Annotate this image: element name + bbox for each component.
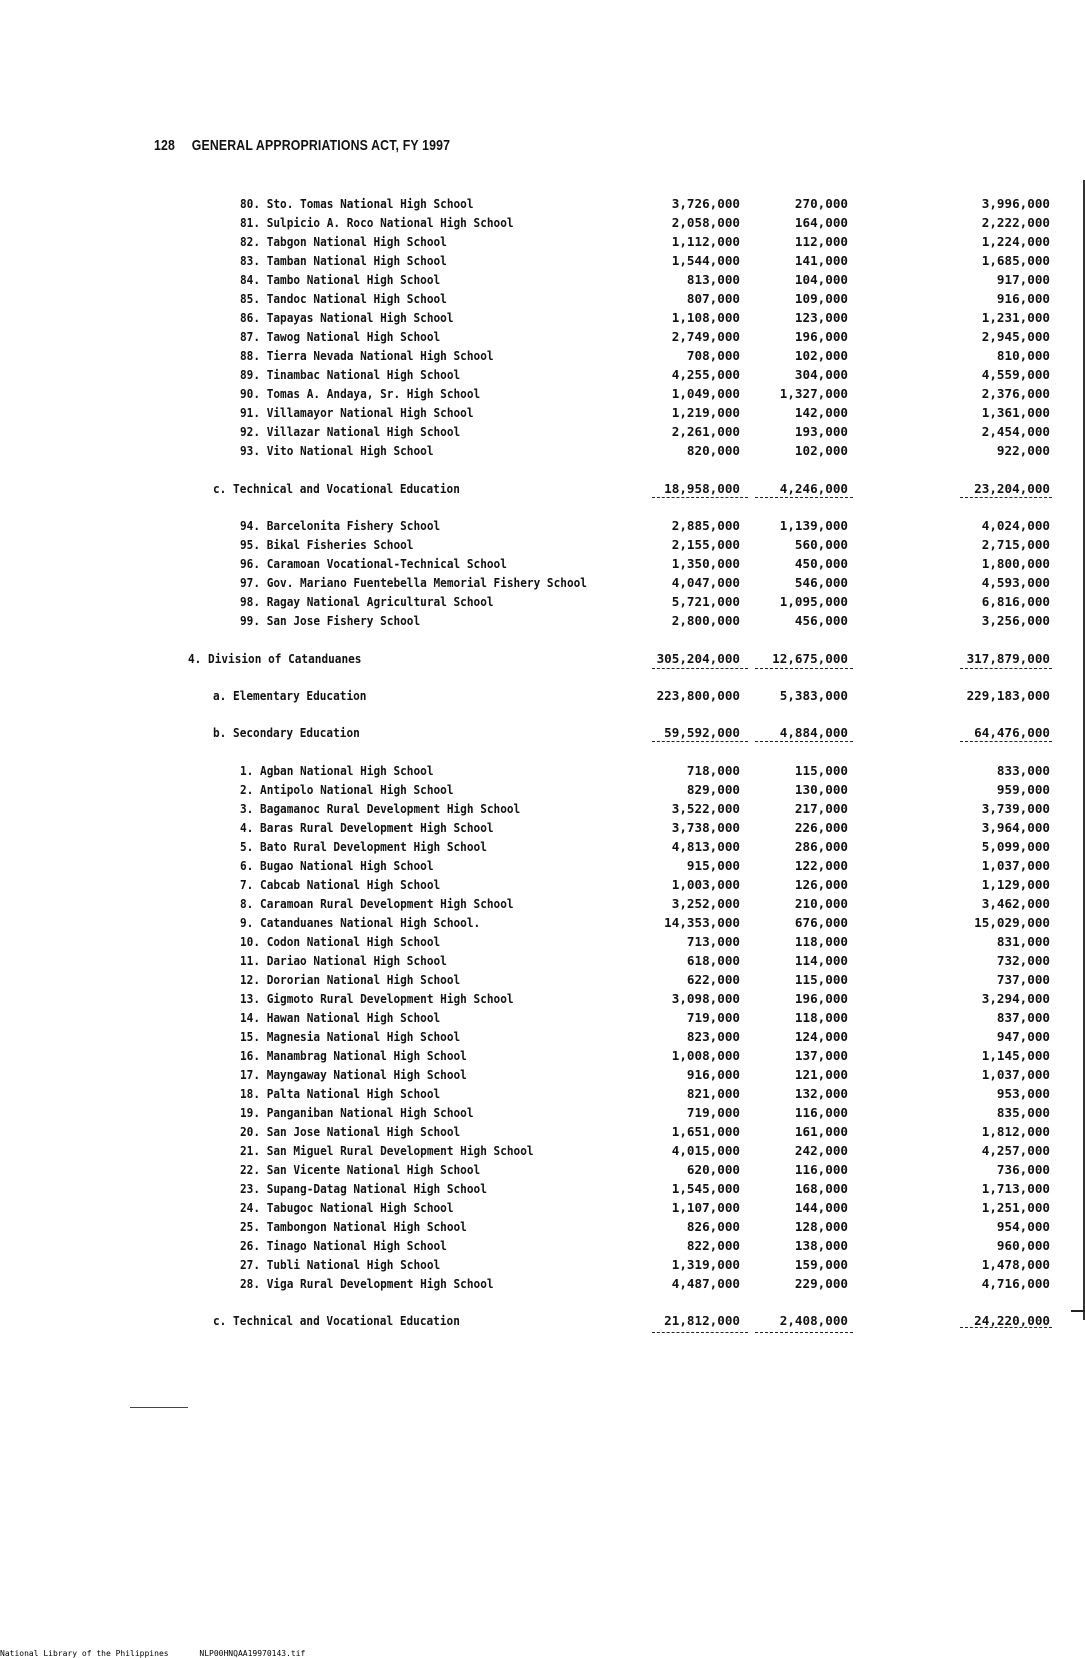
amount-col-2: 161,000 (794, 1124, 848, 1139)
row-label: c. Technical and Vocational Education (213, 1313, 460, 1328)
amount-col-2: 12,675,000 (772, 651, 848, 666)
amount-total: 954,000 (996, 1219, 1050, 1234)
amount-total: 1,037,000 (981, 858, 1050, 873)
row-label: 10. Codon National High School (240, 934, 441, 949)
amount-col-2: 196,000 (794, 329, 848, 344)
amount-total: 4,024,000 (981, 518, 1050, 533)
amount-col-2: 123,000 (794, 310, 848, 325)
amount-total: 1,361,000 (981, 405, 1050, 420)
amount-total: 1,713,000 (981, 1181, 1050, 1196)
table-row (0, 424, 1085, 443)
amount-col-2: 126,000 (794, 877, 848, 892)
amount-col-1: 708,000 (686, 348, 740, 363)
amount-col-1: 2,261,000 (671, 424, 740, 439)
subtotal-rule (755, 1332, 853, 1333)
amount-col-2: 144,000 (794, 1200, 848, 1215)
row-label: 83. Tamban National High School (240, 253, 447, 268)
row-label: 81. Sulpicio A. Roco National High School (240, 215, 514, 230)
category-row (0, 725, 1085, 744)
amount-total: 3,739,000 (981, 801, 1050, 816)
table-row (0, 386, 1085, 405)
subtotal-rule (755, 497, 853, 498)
amount-total: 1,478,000 (981, 1257, 1050, 1272)
subtotal-rule (755, 668, 853, 669)
row-label: 18. Palta National High School (240, 1086, 441, 1101)
table-row (0, 839, 1085, 858)
row-label: 92. Villazar National High School (240, 424, 461, 439)
row-label: 98. Ragay National Agricultural School (240, 594, 494, 609)
table-row (0, 537, 1085, 556)
row-label: 97. Gov. Mariano Fuentebella Memorial Fishery School (240, 575, 587, 590)
amount-col-2: 168,000 (794, 1181, 848, 1196)
amount-col-2: 109,000 (794, 291, 848, 306)
amount-total: 1,037,000 (981, 1067, 1050, 1082)
amount-col-2: 196,000 (794, 991, 848, 1006)
subtotal-rule (960, 741, 1052, 742)
amount-col-2: 115,000 (794, 763, 848, 778)
row-label: 4. Baras Rural Development High School (240, 820, 494, 835)
table-row (0, 1238, 1085, 1257)
amount-col-1: 3,726,000 (671, 196, 740, 211)
amount-col-1: 305,204,000 (656, 651, 740, 666)
division-row (0, 651, 1085, 670)
amount-col-2: 102,000 (794, 348, 848, 363)
amount-col-1: 813,000 (686, 272, 740, 287)
amount-col-1: 3,738,000 (671, 820, 740, 835)
row-label: 26. Tinago National High School (240, 1238, 447, 1253)
amount-col-1: 5,721,000 (671, 594, 740, 609)
amount-total: 3,462,000 (981, 896, 1050, 911)
amount-col-1: 1,350,000 (671, 556, 740, 571)
amount-col-1: 4,047,000 (671, 575, 740, 590)
table-row (0, 234, 1085, 253)
amount-col-2: 270,000 (794, 196, 848, 211)
amount-total: 15,029,000 (974, 915, 1050, 930)
amount-col-2: 286,000 (794, 839, 848, 854)
row-label: 6. Bugao National High School (240, 858, 434, 873)
amount-col-2: 229,000 (794, 1276, 848, 1291)
amount-col-2: 226,000 (794, 820, 848, 835)
amount-col-2: 164,000 (794, 215, 848, 230)
amount-total: 3,256,000 (981, 613, 1050, 628)
table-row (0, 1086, 1085, 1105)
row-label: 20. San Jose National High School (240, 1124, 461, 1139)
table-row (0, 443, 1085, 462)
table-row (0, 575, 1085, 594)
table-row (0, 1162, 1085, 1181)
amount-total: 24,220,000 (974, 1313, 1050, 1328)
amount-col-2: 242,000 (794, 1143, 848, 1158)
row-label: 2. Antipolo National High School (240, 782, 454, 797)
amount-total: 2,454,000 (981, 424, 1050, 439)
row-label: 8. Caramoan Rural Development High School (240, 896, 514, 911)
amount-total: 317,879,000 (966, 651, 1050, 666)
row-label: 21. San Miguel Rural Development High School (240, 1143, 534, 1158)
amount-col-2: 456,000 (794, 613, 848, 628)
subtotal-rule (652, 1332, 748, 1333)
row-label: 95. Bikal Fisheries School (240, 537, 414, 552)
amount-col-2: 112,000 (794, 234, 848, 249)
row-label: 28. Viga Rural Development High School (240, 1276, 494, 1291)
row-label: 93. Vito National High School (240, 443, 434, 458)
amount-col-1: 1,319,000 (671, 1257, 740, 1272)
amount-total: 4,257,000 (981, 1143, 1050, 1158)
row-label: 19. Panganiban National High School (240, 1105, 474, 1120)
table-row (0, 1143, 1085, 1162)
table-row (0, 1010, 1085, 1029)
table-row (0, 556, 1085, 575)
amount-total: 960,000 (996, 1238, 1050, 1253)
amount-col-1: 2,749,000 (671, 329, 740, 344)
amount-col-2: 137,000 (794, 1048, 848, 1063)
table-row (0, 329, 1085, 348)
amount-total: 737,000 (996, 972, 1050, 987)
table-row (0, 518, 1085, 537)
amount-col-1: 14,353,000 (664, 915, 740, 930)
row-label: 80. Sto. Tomas National High School (240, 196, 474, 211)
amount-col-1: 4,015,000 (671, 1143, 740, 1158)
scan-footer (0, 1649, 331, 1658)
amount-col-1: 2,885,000 (671, 518, 740, 533)
amount-col-1: 823,000 (686, 1029, 740, 1044)
table-row (0, 991, 1085, 1010)
subtotal-rule (960, 668, 1052, 669)
amount-col-2: 114,000 (794, 953, 848, 968)
row-label: 89. Tinambac National High School (240, 367, 461, 382)
table-row (0, 405, 1085, 424)
amount-total: 3,294,000 (981, 991, 1050, 1006)
amount-col-2: 141,000 (794, 253, 848, 268)
amount-total: 837,000 (996, 1010, 1050, 1025)
table-row (0, 348, 1085, 367)
row-label: 84. Tambo National High School (240, 272, 441, 287)
amount-col-1: 1,008,000 (671, 1048, 740, 1063)
category-row (0, 1313, 1085, 1332)
row-label: 15. Magnesia National High School (240, 1029, 461, 1044)
amount-col-1: 1,545,000 (671, 1181, 740, 1196)
row-label: b. Secondary Education (213, 725, 360, 740)
table-row (0, 820, 1085, 839)
row-label: 82. Tabgon National High School (240, 234, 447, 249)
row-label: 91. Villamayor National High School (240, 405, 474, 420)
library-name: National Library of the Philippines (0, 1649, 169, 1658)
amount-col-1: 713,000 (686, 934, 740, 949)
amount-col-2: 124,000 (794, 1029, 848, 1044)
amount-col-1: 1,003,000 (671, 877, 740, 892)
amount-total: 229,183,000 (966, 688, 1050, 703)
amount-total: 831,000 (996, 934, 1050, 949)
table-row (0, 196, 1085, 215)
table-row (0, 972, 1085, 991)
amount-total: 4,593,000 (981, 575, 1050, 590)
table-row (0, 594, 1085, 613)
amount-col-2: 138,000 (794, 1238, 848, 1253)
row-label: a. Elementary Education (213, 688, 367, 703)
amount-col-2: 210,000 (794, 896, 848, 911)
row-label: 13. Gigmoto Rural Development High School (240, 991, 514, 1006)
amount-col-2: 676,000 (794, 915, 848, 930)
amount-col-2: 118,000 (794, 934, 848, 949)
amount-total: 917,000 (996, 272, 1050, 287)
table-row (0, 310, 1085, 329)
table-row (0, 858, 1085, 877)
row-label: 99. San Jose Fishery School (240, 613, 421, 628)
category-row (0, 688, 1085, 707)
amount-total: 2,222,000 (981, 215, 1050, 230)
row-label: 24. Tabugoc National High School (240, 1200, 454, 1215)
table-row (0, 1200, 1085, 1219)
amount-col-2: 122,000 (794, 858, 848, 873)
table-row (0, 1219, 1085, 1238)
row-label: 25. Tambongon National High School (240, 1219, 467, 1234)
row-label: 27. Tubli National High School (240, 1257, 441, 1272)
table-row (0, 801, 1085, 820)
amount-col-1: 915,000 (686, 858, 740, 873)
amount-col-1: 822,000 (686, 1238, 740, 1253)
amount-total: 959,000 (996, 782, 1050, 797)
table-row (0, 763, 1085, 782)
amount-col-1: 1,219,000 (671, 405, 740, 420)
amount-total: 1,800,000 (981, 556, 1050, 571)
amount-col-1: 223,800,000 (656, 688, 740, 703)
row-label: 23. Supang-Datag National High School (240, 1181, 487, 1196)
category-row (0, 481, 1085, 500)
row-label: 86. Tapayas National High School (240, 310, 454, 325)
table-row (0, 953, 1085, 972)
table-row (0, 782, 1085, 801)
amount-total: 2,945,000 (981, 329, 1050, 344)
amount-col-1: 622,000 (686, 972, 740, 987)
amount-total: 6,816,000 (981, 594, 1050, 609)
table-row (0, 215, 1085, 234)
amount-col-1: 3,522,000 (671, 801, 740, 816)
amount-total: 3,964,000 (981, 820, 1050, 835)
amount-total: 1,812,000 (981, 1124, 1050, 1139)
amount-col-1: 916,000 (686, 1067, 740, 1082)
table-row (0, 1048, 1085, 1067)
amount-col-1: 719,000 (686, 1105, 740, 1120)
amount-col-1: 1,049,000 (671, 386, 740, 401)
amount-col-1: 1,107,000 (671, 1200, 740, 1215)
table-row (0, 1029, 1085, 1048)
amount-total: 23,204,000 (974, 481, 1050, 496)
file-id: NLP00HNQAA19970143.tif (199, 1649, 306, 1658)
table-row (0, 272, 1085, 291)
amount-col-1: 2,155,000 (671, 537, 740, 552)
table-row (0, 367, 1085, 386)
row-label: 14. Hawan National High School (240, 1010, 441, 1025)
amount-col-1: 3,252,000 (671, 896, 740, 911)
amount-col-2: 116,000 (794, 1105, 848, 1120)
amount-col-1: 618,000 (686, 953, 740, 968)
amount-col-1: 821,000 (686, 1086, 740, 1101)
table-row (0, 291, 1085, 310)
amount-col-1: 1,108,000 (671, 310, 740, 325)
amount-col-1: 21,812,000 (664, 1313, 740, 1328)
row-label: 22. San Vicente National High School (240, 1162, 481, 1177)
row-label: 87. Tawog National High School (240, 329, 441, 344)
amount-col-2: 142,000 (794, 405, 848, 420)
amount-total: 1,251,000 (981, 1200, 1050, 1215)
row-label: 88. Tierra Nevada National High School (240, 348, 494, 363)
page-edge-tick (1071, 1310, 1085, 1312)
amount-total: 922,000 (996, 443, 1050, 458)
page-number: 128 (154, 137, 176, 154)
amount-total: 4,716,000 (981, 1276, 1050, 1291)
amount-col-1: 1,544,000 (671, 253, 740, 268)
amount-col-1: 18,958,000 (664, 481, 740, 496)
amount-total: 732,000 (996, 953, 1050, 968)
amount-col-2: 217,000 (794, 801, 848, 816)
amount-col-2: 118,000 (794, 1010, 848, 1025)
row-label: 94. Barcelonita Fishery School (240, 518, 441, 533)
amount-total: 4,559,000 (981, 367, 1050, 382)
amount-col-1: 829,000 (686, 782, 740, 797)
amount-total: 1,224,000 (981, 234, 1050, 249)
amount-col-1: 4,487,000 (671, 1276, 740, 1291)
amount-col-2: 130,000 (794, 782, 848, 797)
amount-total: 3,996,000 (981, 196, 1050, 211)
amount-total: 64,476,000 (974, 725, 1050, 740)
amount-col-2: 102,000 (794, 443, 848, 458)
amount-col-1: 807,000 (686, 291, 740, 306)
amount-col-2: 5,383,000 (779, 688, 848, 703)
subtotal-rule (960, 497, 1052, 498)
amount-total: 2,715,000 (981, 537, 1050, 552)
amount-total: 947,000 (996, 1029, 1050, 1044)
amount-col-2: 1,095,000 (779, 594, 848, 609)
amount-col-1: 719,000 (686, 1010, 740, 1025)
amount-col-1: 4,255,000 (671, 367, 740, 382)
amount-total: 1,145,000 (981, 1048, 1050, 1063)
amount-col-2: 193,000 (794, 424, 848, 439)
subtotal-rule (755, 741, 853, 742)
amount-col-1: 59,592,000 (664, 725, 740, 740)
amount-total: 810,000 (996, 348, 1050, 363)
amount-total: 5,099,000 (981, 839, 1050, 854)
amount-total: 916,000 (996, 291, 1050, 306)
amount-col-2: 1,139,000 (779, 518, 848, 533)
table-row (0, 1067, 1085, 1086)
amount-total: 833,000 (996, 763, 1050, 778)
amount-col-1: 718,000 (686, 763, 740, 778)
subtotal-rule (652, 741, 748, 742)
row-label: 9. Catanduanes National High School. (240, 915, 481, 930)
amount-col-1: 3,098,000 (671, 991, 740, 1006)
amount-total: 736,000 (996, 1162, 1050, 1177)
document-title: GENERAL APPROPRIATIONS ACT, FY 1997 (191, 137, 451, 154)
row-label: 96. Caramoan Vocational-Technical School (240, 556, 507, 571)
amount-col-2: 132,000 (794, 1086, 848, 1101)
amount-col-2: 450,000 (794, 556, 848, 571)
amount-total: 1,231,000 (981, 310, 1050, 325)
amount-col-2: 560,000 (794, 537, 848, 552)
amount-col-1: 620,000 (686, 1162, 740, 1177)
row-label: 5. Bato Rural Development High School (240, 839, 487, 854)
amount-total: 1,685,000 (981, 253, 1050, 268)
amount-col-1: 2,800,000 (671, 613, 740, 628)
amount-col-1: 1,651,000 (671, 1124, 740, 1139)
amount-col-1: 4,813,000 (671, 839, 740, 854)
row-label: 12. Dororian National High School (240, 972, 461, 987)
amount-col-1: 820,000 (686, 443, 740, 458)
amount-col-2: 1,327,000 (779, 386, 848, 401)
amount-total: 1,129,000 (981, 877, 1050, 892)
row-label: 1. Agban National High School (240, 763, 434, 778)
table-row (0, 253, 1085, 272)
table-row (0, 1181, 1085, 1200)
amount-col-2: 115,000 (794, 972, 848, 987)
subtotal-rule (960, 1327, 1052, 1328)
amount-col-2: 304,000 (794, 367, 848, 382)
amount-total: 835,000 (996, 1105, 1050, 1120)
amount-col-2: 116,000 (794, 1162, 848, 1177)
amount-col-1: 2,058,000 (671, 215, 740, 230)
row-label: 3. Bagamanoc Rural Development High School (240, 801, 521, 816)
subtotal-rule (652, 497, 748, 498)
row-label: 16. Manambrag National High School (240, 1048, 467, 1063)
amount-total: 2,376,000 (981, 386, 1050, 401)
amount-col-2: 546,000 (794, 575, 848, 590)
margin-mark (130, 1407, 188, 1408)
amount-col-2: 4,246,000 (779, 481, 848, 496)
row-label: 17. Mayngaway National High School (240, 1067, 467, 1082)
subtotal-rule (652, 668, 748, 669)
table-row (0, 896, 1085, 915)
amount-col-2: 121,000 (794, 1067, 848, 1082)
row-label: 11. Dariao National High School (240, 953, 447, 968)
amount-col-2: 128,000 (794, 1219, 848, 1234)
amount-total: 953,000 (996, 1086, 1050, 1101)
row-label: 7. Cabcab National High School (240, 877, 441, 892)
amount-col-2: 4,884,000 (779, 725, 848, 740)
table-row (0, 1105, 1085, 1124)
table-row (0, 613, 1085, 632)
table-row (0, 934, 1085, 953)
table-row (0, 915, 1085, 934)
row-label: 85. Tandoc National High School (240, 291, 447, 306)
amount-col-1: 826,000 (686, 1219, 740, 1234)
table-row (0, 1276, 1085, 1295)
amount-col-2: 2,408,000 (779, 1313, 848, 1328)
row-label: 4. Division of Catanduanes (188, 651, 362, 666)
amount-col-2: 159,000 (794, 1257, 848, 1272)
table-row (0, 1257, 1085, 1276)
amount-col-2: 104,000 (794, 272, 848, 287)
row-label: 90. Tomas A. Andaya, Sr. High School (240, 386, 481, 401)
table-row (0, 1124, 1085, 1143)
row-label: c. Technical and Vocational Education (213, 481, 460, 496)
table-row (0, 877, 1085, 896)
amount-col-1: 1,112,000 (671, 234, 740, 249)
